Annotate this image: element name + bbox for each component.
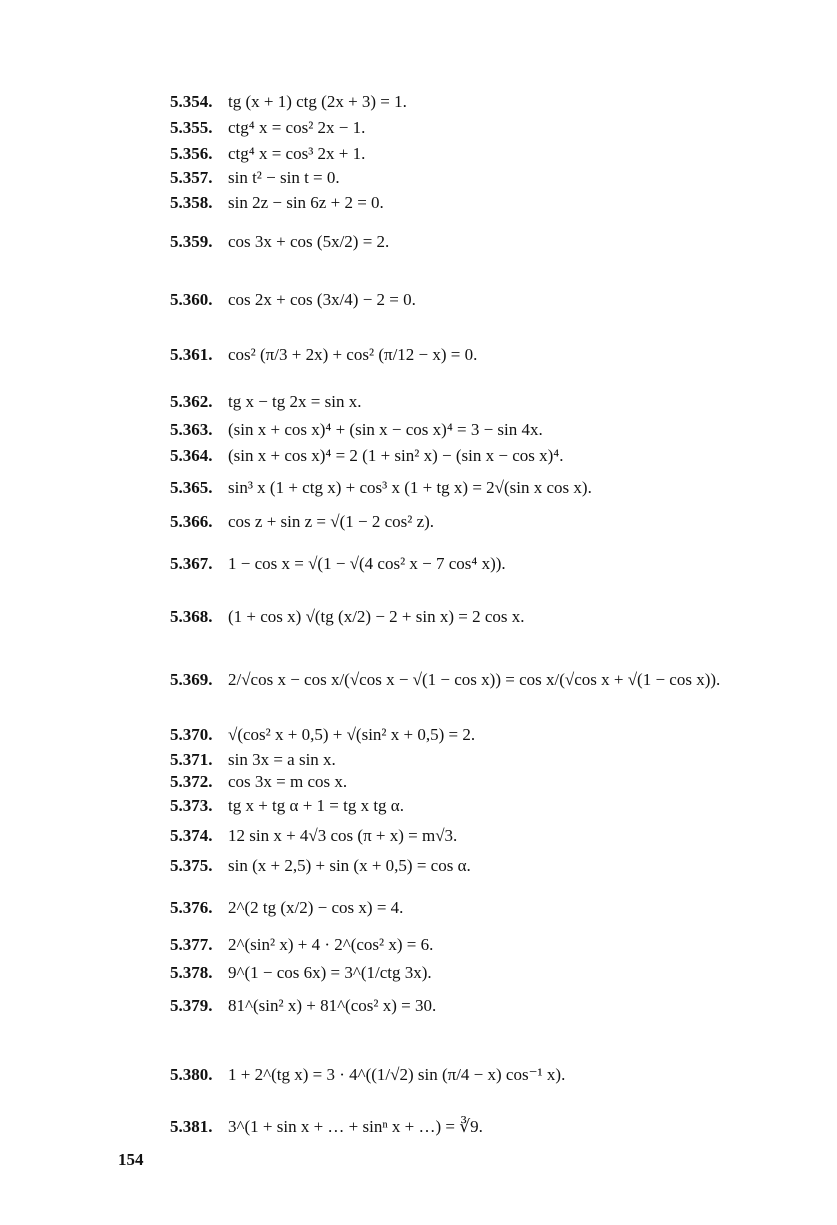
problem-5-356 [170,144,670,164]
problem-equation: 3^(1 + sin x + … + sinⁿ x + …) = ∛9. [228,1117,483,1136]
problem-5-362 [170,392,670,412]
problem-number: 5.354. [170,92,213,111]
problem-5-372 [170,772,670,792]
problem-number: 5.359. [170,232,213,251]
problem-equation: sin 2z − sin 6z + 2 = 0. [228,193,384,212]
problem-equation: 2^(sin² x) + 4 · 2^(cos² x) = 6. [228,935,434,954]
problem-equation: tg x + tg α + 1 = tg x tg α. [228,796,404,815]
problem-equation: tg x − tg 2x = sin x. [228,392,362,411]
problem-number: 5.379. [170,996,213,1015]
problem-equation: cos 2x + cos (3x/4) − 2 = 0. [228,290,416,309]
problem-equation: cos² (π/3 + 2x) + cos² (π/12 − x) = 0. [228,345,478,364]
problem-5-375 [170,856,670,876]
problem-5-368 [170,607,670,627]
problem-5-376 [170,898,670,918]
problem-5-380 [170,1065,670,1085]
problem-number: 5.376. [170,898,213,917]
problem-number: 5.356. [170,144,213,163]
problem-5-367 [170,554,670,574]
problem-5-363 [170,420,670,440]
problem-number: 5.377. [170,935,213,954]
problem-5-361 [170,345,670,365]
problem-number: 5.378. [170,963,213,982]
problem-5-360 [170,290,670,310]
problem-5-359 [170,232,670,252]
problem-equation: sin³ x (1 + ctg x) + cos³ x (1 + tg x) = 2√(sin x cos x). [228,478,592,497]
problem-5-381 [170,1117,670,1137]
problem-equation: sin t² − sin t = 0. [228,168,340,187]
problem-equation: 9^(1 − cos 6x) = 3^(1/ctg 3x). [228,963,432,982]
problem-equation: sin 3x = a sin x. [228,750,336,769]
problem-number: 5.367. [170,554,213,573]
problem-number: 5.369. [170,670,213,689]
problem-number: 5.366. [170,512,213,531]
problem-number: 5.380. [170,1065,213,1084]
problem-number: 5.371. [170,750,213,769]
problem-5-371 [170,750,670,770]
problem-5-378 [170,963,670,983]
problem-number: 5.381. [170,1117,213,1136]
problem-equation: (1 + cos x) √(tg (x/2) − 2 + sin x) = 2 cos x. [228,607,525,626]
problem-equation: sin (x + 2,5) + sin (x + 0,5) = cos α. [228,856,471,875]
problem-5-354 [170,92,670,112]
problem-equation: cos 3x + cos (5x/2) = 2. [228,232,390,251]
problem-number: 5.364. [170,446,213,465]
problem-5-358 [170,193,670,213]
problem-number: 5.373. [170,796,213,815]
problem-equation: ctg⁴ x = cos² 2x − 1. [228,118,366,137]
problem-number: 5.375. [170,856,213,875]
problem-number: 5.363. [170,420,213,439]
problem-equation: tg (x + 1) ctg (2x + 3) = 1. [228,92,407,111]
problem-number: 5.362. [170,392,213,411]
problem-equation: 81^(sin² x) + 81^(cos² x) = 30. [228,996,437,1015]
problem-number: 5.365. [170,478,213,497]
problem-5-366 [170,512,670,532]
problem-5-357 [170,168,670,188]
problem-5-369 [170,670,721,690]
problem-number: 5.360. [170,290,213,309]
problem-equation: cos 3x = m cos x. [228,772,348,791]
problem-5-355 [170,118,670,138]
problem-number: 5.355. [170,118,213,137]
problem-5-373 [170,796,670,816]
problem-number: 5.357. [170,168,213,187]
problem-equation: cos z + sin z = √(1 − 2 cos² z). [228,512,435,531]
problem-equation: (sin x + cos x)⁴ = 2 (1 + sin² x) − (sin x − cos x)⁴. [228,446,564,465]
page-number: 154 [118,1150,144,1169]
problem-5-365 [170,478,670,498]
problem-equation: 2/√cos x − cos x/(√cos x − √(1 − cos x)) = cos x/(√cos x + √(1 − cos x)). [228,670,721,689]
problem-equation: 1 + 2^(tg x) = 3 · 4^((1/√2) sin (π/4 − x) cos⁻¹ x). [228,1065,566,1084]
problem-number: 5.370. [170,725,213,744]
problem-5-377 [170,935,670,955]
problem-5-364 [170,446,670,466]
problem-5-379 [170,996,670,1016]
problem-equation: ctg⁴ x = cos³ 2x + 1. [228,144,366,163]
problem-equation: 2^(2 tg (x/2) − cos x) = 4. [228,898,404,917]
problem-equation: √(cos² x + 0,5) + √(sin² x + 0,5) = 2. [228,725,476,744]
problem-equation: 1 − cos x = √(1 − √(4 cos² x − 7 cos⁴ x)). [228,554,506,573]
problem-number: 5.358. [170,193,213,212]
problem-5-374 [170,826,670,846]
problem-5-370 [170,725,670,745]
problem-number: 5.361. [170,345,213,364]
problem-number: 5.372. [170,772,213,791]
problem-equation: 12 sin x + 4√3 cos (π + x) = m√3. [228,826,458,845]
problem-number: 5.374. [170,826,213,845]
problem-number: 5.368. [170,607,213,626]
problem-equation: (sin x + cos x)⁴ + (sin x − cos x)⁴ = 3 − sin 4x. [228,420,543,439]
